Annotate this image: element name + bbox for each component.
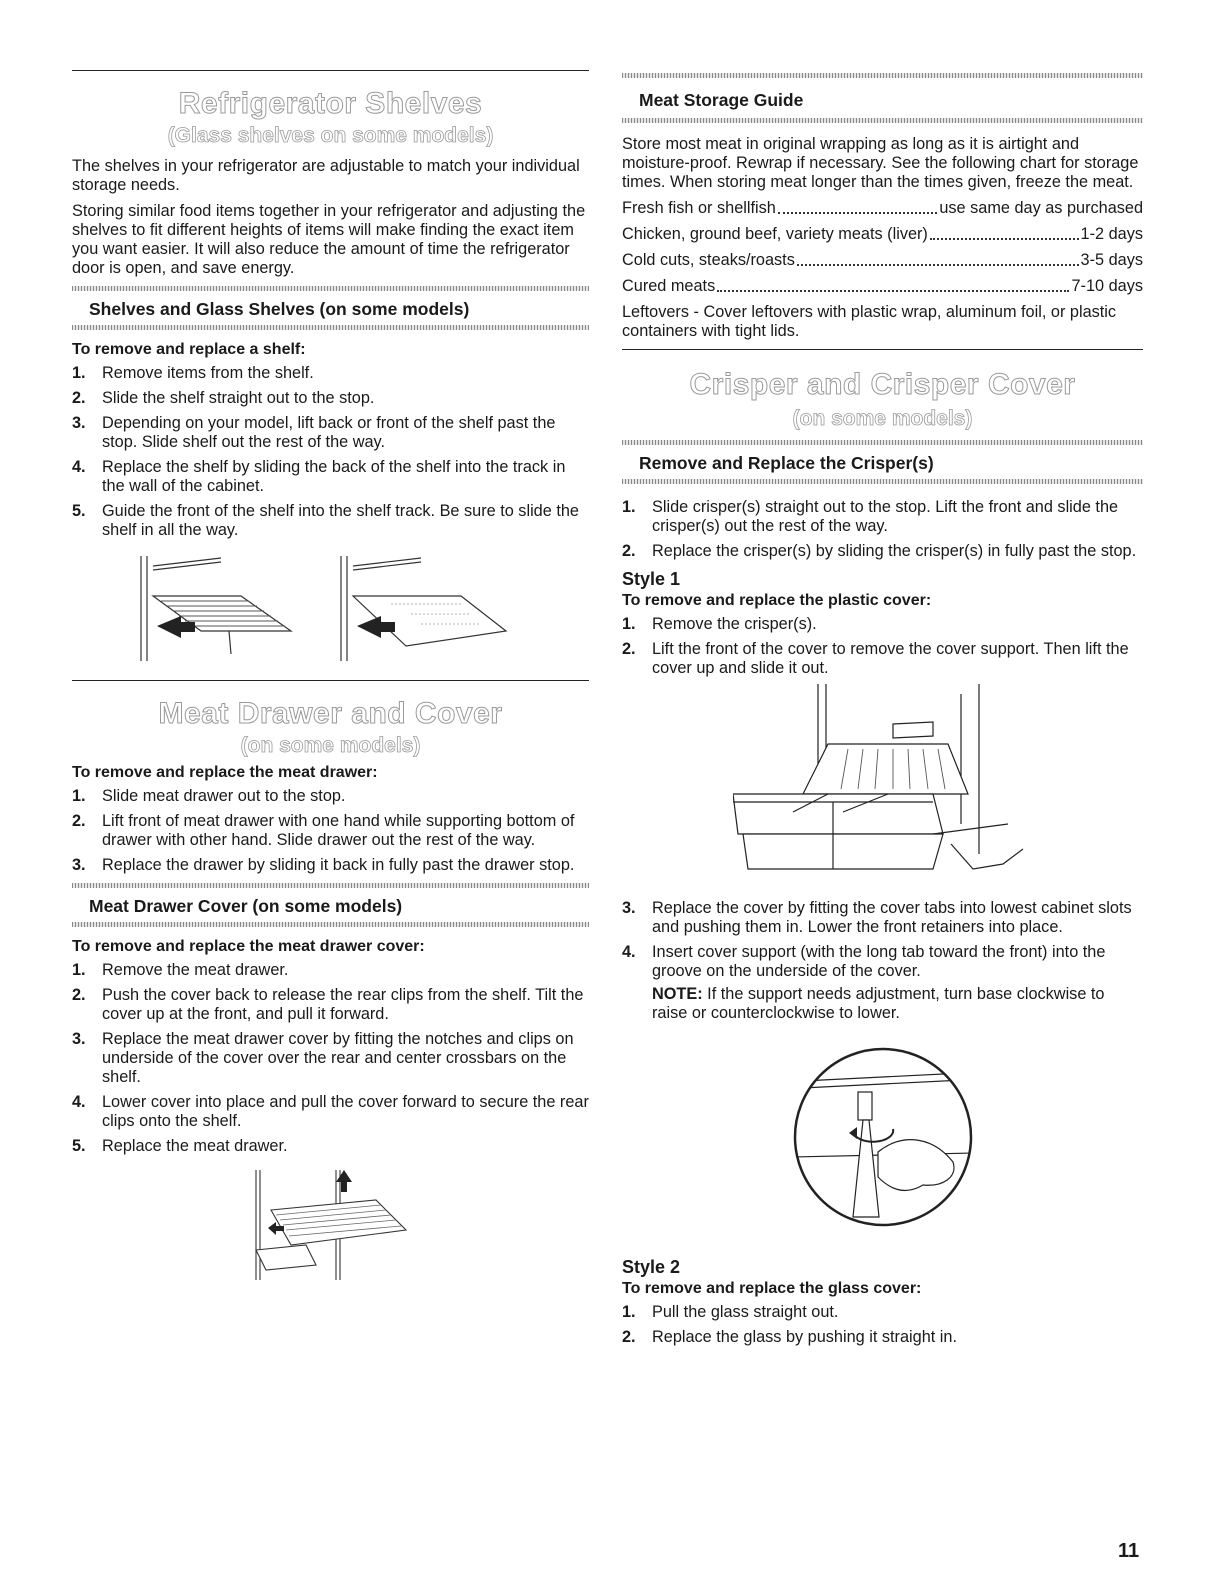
meat-drawer-subtitle: (on some models)	[240, 734, 421, 757]
shelves-steps	[72, 364, 589, 540]
list-item: 1. Remove the meat drawer.	[72, 961, 289, 979]
list-item: 2. Lift the front of the cover to remove the cover support. Then lift the cover up and slide it out.	[622, 640, 1129, 677]
list-item: 1. Remove items from the shelf.	[72, 364, 314, 382]
meat-cover-steps	[72, 961, 589, 1156]
leftovers-text: Leftovers - Cover leftovers with plastic wrap, aluminum foil, or plastic containers with tight lids.	[622, 303, 1117, 340]
style-1-steps-continued	[622, 899, 1143, 981]
hatch-divider	[72, 883, 589, 888]
meat-storage-subheading: Meat Storage Guide	[639, 90, 804, 110]
hatch-divider	[622, 73, 1143, 78]
list-item: 1. Remove the crisper(s).	[622, 615, 817, 633]
crisper-cover-illustration	[733, 684, 1033, 889]
style-1-lead: To remove and replace the plastic cover:	[622, 592, 932, 609]
meat-cover-illustration	[246, 1170, 416, 1285]
style-1-heading: Style 1	[622, 569, 681, 589]
meat-drawer-title: Meat Drawer and Cover	[158, 697, 503, 730]
table-row: Chicken, ground beef, variety meats (liver) 1-2 days	[622, 225, 1143, 243]
meat-drawer-lead: To remove and replace the meat drawer:	[72, 764, 378, 781]
hatch-divider	[622, 440, 1143, 445]
crisper-subheading: Remove and Replace the Crisper(s)	[639, 453, 934, 473]
list-item: 4. Insert cover support (with the long tab toward the front) into the groove on the underside of the cover.	[622, 943, 1106, 980]
shelves-intro-2: Storing similar food items together in your refrigerator and adjusting the shelves to fit different heights of items will make finding the exact item you want easier. It will also reduce the amount of time the refrigerator door is open, and save energy.	[72, 202, 586, 277]
meat-storage-intro: Store most meat in original wrapping as long as it is airtight and moisture-proof. Rewrap if necessary. See the following chart for storage times. When storing meat longer than the times given, freeze the meat.	[622, 135, 1139, 191]
hatch-divider	[622, 479, 1143, 484]
list-item: 1. Pull the glass straight out.	[622, 1303, 839, 1321]
table-row: Fresh fish or shellfish use same day as purchased	[622, 199, 1143, 217]
list-item: 2. Replace the crisper(s) by sliding the crisper(s) in fully past the stop.	[622, 542, 1137, 560]
storage-table	[622, 199, 1143, 296]
list-item: 2. Push the cover back to release the rear clips from the shelf. Tilt the cover up at the front, and pull it forward.	[72, 986, 584, 1023]
crisper-title: Crisper and Crisper Cover	[689, 368, 1076, 401]
table-row: Cold cuts, steaks/roasts 3-5 days	[622, 251, 1143, 269]
table-row: Cured meats 7-10 days	[622, 277, 1143, 295]
list-item: 5. Guide the front of the shelf into the shelf track. Be sure to slide the shelf in all the way.	[72, 502, 579, 539]
list-item: 3. Replace the meat drawer cover by fitting the notches and clips on underside of the cover over the rear and center crossbars on the shelf.	[72, 1030, 574, 1086]
left-column	[72, 70, 589, 1285]
meat-cover-lead: To remove and replace the meat drawer cover:	[72, 938, 425, 955]
note-text: If the support needs adjustment, turn base clockwise to raise or counterclockwise to lower.	[652, 985, 1105, 1022]
shelves-lead: To remove and replace a shelf:	[72, 341, 306, 358]
style-2-lead: To remove and replace the glass cover:	[622, 1280, 922, 1297]
shelves-intro-1: The shelves in your refrigerator are adjustable to match your individual storage needs.	[72, 157, 580, 194]
page-number: 11	[1118, 1540, 1140, 1562]
shelf-removal-illustration	[131, 556, 531, 666]
shelves-title: Refrigerator Shelves	[178, 87, 483, 120]
list-item: 2. Slide the shelf straight out to the stop.	[72, 389, 375, 407]
right-column	[622, 70, 1143, 1353]
section-rule	[72, 680, 589, 681]
style-2-steps	[622, 1303, 1143, 1347]
list-item: 1. Slide meat drawer out to the stop.	[72, 787, 346, 805]
arrow-up-icon	[336, 1170, 352, 1192]
hatch-divider	[72, 325, 589, 330]
list-item: 2. Lift front of meat drawer with one hand while supporting bottom of drawer with other hand. Slide drawer out the rest of the way.	[72, 812, 575, 849]
style-2-heading: Style 2	[622, 1257, 681, 1277]
section-rule	[72, 70, 589, 71]
note-paragraph	[622, 985, 1143, 1023]
hatch-divider	[622, 118, 1143, 123]
list-item: 2. Replace the glass by pushing it straight in.	[622, 1328, 957, 1346]
shelves-subtitle: (Glass shelves on some models)	[167, 124, 494, 147]
section-rule	[622, 349, 1143, 350]
list-item: 4. Replace the shelf by sliding the back of the shelf into the track in the wall of the cabinet.	[72, 458, 566, 495]
hatch-divider	[72, 286, 589, 291]
list-item: 3. Depending on your model, lift back or front of the shelf past the stop. Slide shelf out the rest of the way.	[72, 414, 556, 451]
list-item: 4. Lower cover into place and pull the cover forward to secure the rear clips onto the shelf.	[72, 1093, 589, 1130]
list-item: 1. Slide crisper(s) straight out to the stop. Lift the front and slide the crisper(s) out the rest of the way.	[622, 498, 1119, 535]
cover-support-adjust-illustration	[783, 1037, 983, 1237]
list-item: 3. Replace the drawer by sliding it back in fully past the drawer stop.	[72, 856, 575, 874]
meat-cover-subheading: Meat Drawer Cover (on some models)	[89, 896, 403, 916]
meat-drawer-steps	[72, 787, 589, 875]
list-item: 3. Replace the cover by fitting the cover tabs into lowest cabinet slots and pushing them in. Lower the front retainers into place.	[622, 899, 1132, 936]
shelves-subheading: Shelves and Glass Shelves (on some models)	[89, 299, 470, 319]
crisper-subtitle: (on some models)	[792, 407, 973, 430]
list-item: 5. Replace the meat drawer.	[72, 1137, 288, 1155]
note-label: NOTE:	[652, 985, 703, 1003]
hatch-divider	[72, 922, 589, 927]
crisper-steps	[622, 498, 1143, 561]
style-1-steps	[622, 615, 1143, 678]
